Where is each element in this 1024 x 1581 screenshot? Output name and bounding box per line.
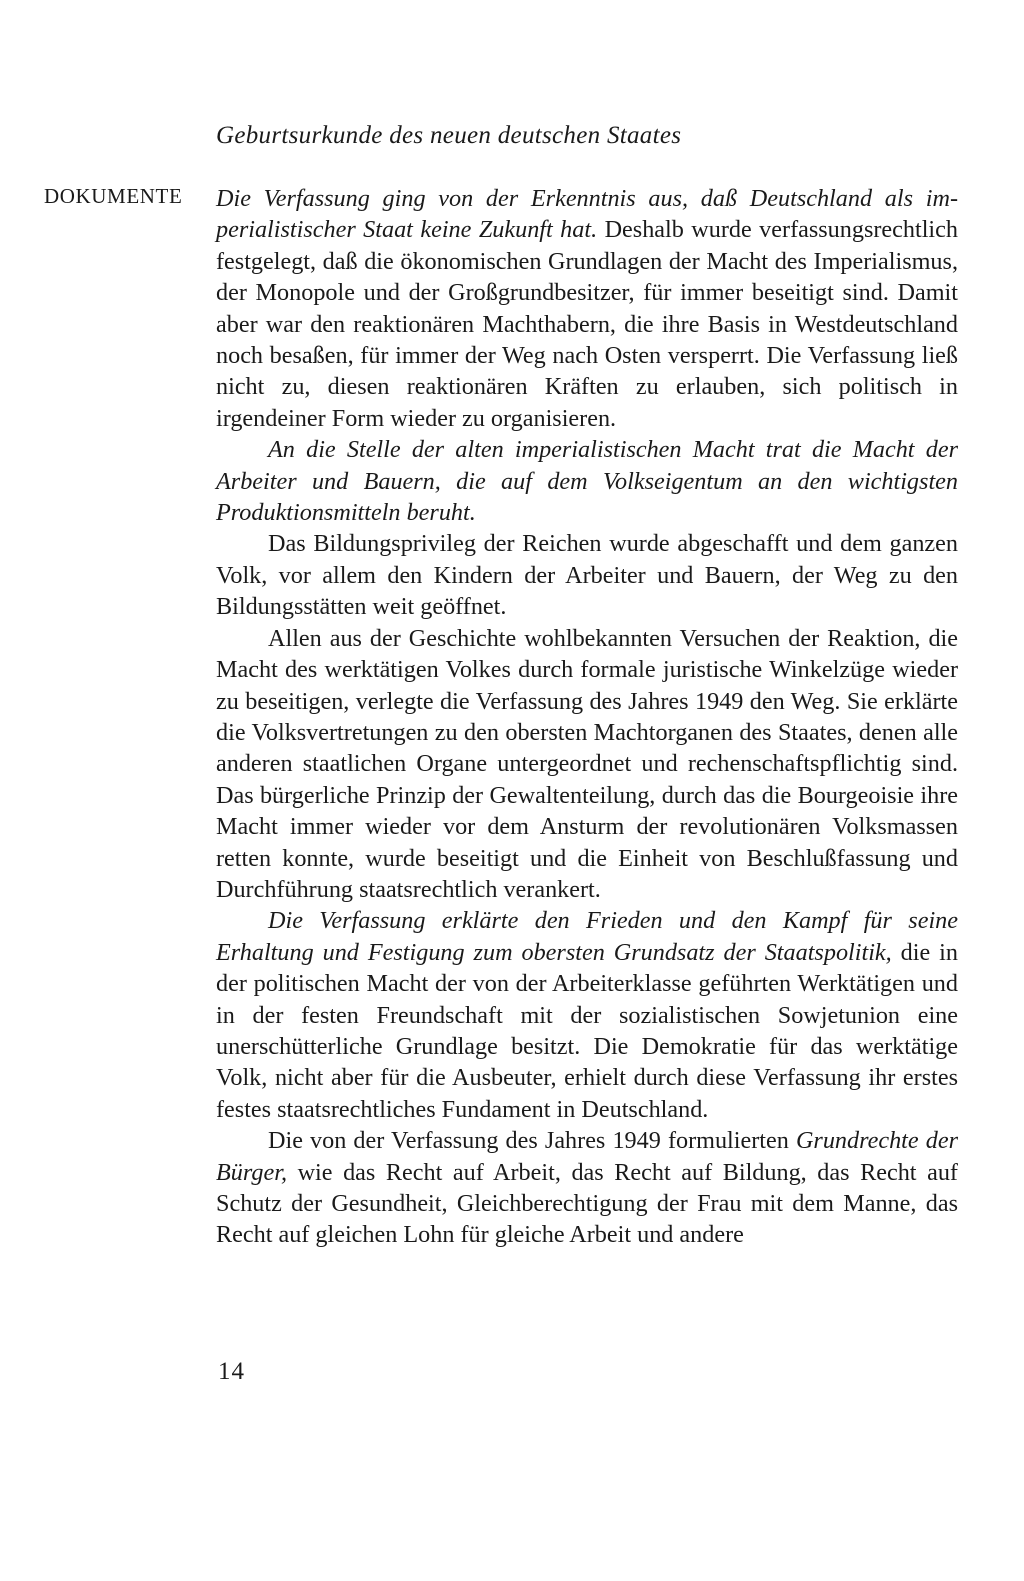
text-run: Deshalb wurde verfassungsrechtlich festgelegt, daß die ökonomischen Grundlagen der Macht des Imperialismus, der Monopole und der Großgrundbesitzer, für immer beseitigt sind. Damit aber war den reaktionären Machthabern, die ihre Basis in Westdeutschland noch besaßen, für immer der Weg nach Osten versperrt. Die Verfassung ließ nicht zu, diesen reaktionären Kräften zu erlauben, sich politisch in irgendeiner Form wieder zu organisieren. (216, 216, 958, 432)
italic-run: Die Verfassung ging von der Erkenntnis aus, daß Deutschland als imperialistischer Staat keine Zukunft hat. (216, 185, 958, 244)
italic-run: An die Stelle der alten imperialistischen Macht trat die Macht der Arbeiter und Bauern, die auf dem Volkseigentum an den wichtigsten Produktionsmitteln beruht. (216, 436, 958, 527)
text-run: die in der politischen Macht der von der Arbeiterklasse geführten Werktätigen und in der festen Freundschaft mit der sozialistischen Sowjetunion eine unerschütterliche Grundlage besitzt. Die Demokratie für das werktätige Volk, nicht aber für die Ausbeuter, erhielt durch diese Verfassung ihr erstes festes staatsrechtliches Fundament in Deutschland. (216, 938, 958, 1123)
paragraph (216, 528, 958, 622)
margin-label: DOKUMENTE (44, 184, 183, 208)
paragraph (216, 434, 958, 528)
italic-run: Grundrechte der Bürger, (216, 1127, 958, 1186)
paragraph (216, 623, 958, 906)
paragraph (216, 1125, 958, 1251)
running-head: Geburtsurkunde des neuen deutschen Staates (216, 122, 682, 149)
body-text (216, 183, 958, 1251)
text-run: Die von der Verfassung des Jahres 1949 formulierten (268, 1127, 796, 1155)
paragraph (216, 183, 958, 434)
text-run: Allen aus der Geschichte wohlbekannten Versuchen der Reaktion, die Macht des werktätigen Volkes durch formale juristische Winkelzüge wieder zu beseitigen, verlegte die Verfassung des Jahres 1949 den Weg. Sie erklärte die Volksvertretungen zu den obersten Machtorganen des Staates, denen alle anderen staatlichen Organe untergeordnet und rechenschaftspflichtig sind. Das bürgerliche Prinzip der Gewaltenteilung, durch das die Bourgeoisie ihre Macht immer wieder vor dem Ansturm der revolutionären Volksmassen retten konnte, wurde beseitigt und die Einheit von Beschlußfassung und Durchführung staatsrechtlich verankert. (216, 624, 958, 903)
italic-run: Die Verfassung erklärte den Frieden und den Kampf für seine Erhaltung und Festigung zum obersten Grundsatz der Staatspolitik, (216, 907, 958, 966)
page-number: 14 (218, 1358, 245, 1385)
paragraph (216, 905, 958, 1125)
text-run: Das Bildungsprivileg der Reichen wurde abgeschafft und dem ganzen Volk, vor allem den Kindern der Arbeiter und Bauern, der Weg zu den Bildungsstätten weit geöffnet. (216, 530, 958, 621)
text-run: wie das Recht auf Arbeit, das Recht auf Bildung, das Recht auf Schutz der Gesundheit, Gleichberechtigung der Frau mit dem Manne, das Recht auf gleichen Lohn für gleiche Arbeit und andere (216, 1158, 958, 1249)
